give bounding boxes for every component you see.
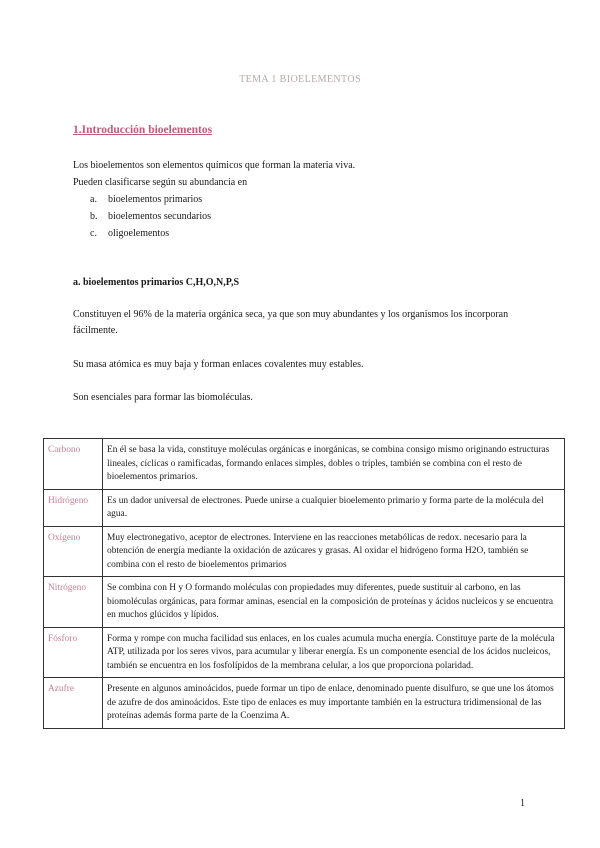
table-row bbox=[44, 526, 565, 577]
abundance-list bbox=[73, 191, 533, 242]
element-name: Fósforo bbox=[44, 627, 103, 678]
list-marker: c. bbox=[90, 228, 97, 239]
section-heading: 1.Introducción bioelementos bbox=[73, 124, 213, 136]
element-name: Oxígeno bbox=[44, 526, 103, 577]
element-description: Presente en algunos aminoácidos, puede formar un tipo de enlace, denominado puente disulfuro, se que une los átomos de azufre de dos aminoácidos. Este tipo de enlaces es muy importante también en la estructura tridimensional de las proteínas además forma parte de la Coenzima A. bbox=[103, 678, 565, 729]
element-description: Muy electronegativo, aceptor de electrones. Interviene en las reacciones metabólicas de redox. necesario para la obtención de energía mediante la oxidación de azúcares y grasas. Al oxidar el hidrógeno forma H2O, también se combina con el resto de bioelementos primarios bbox=[103, 526, 565, 577]
page-number: 1 bbox=[520, 798, 525, 809]
table-row bbox=[44, 577, 565, 628]
list-marker: a. bbox=[90, 194, 97, 205]
document-title: TEMA 1 BIOELEMENTOS bbox=[239, 74, 361, 85]
list-item-text: bioelementos secundarios bbox=[108, 211, 212, 222]
element-name: Azufre bbox=[44, 678, 103, 729]
table-row bbox=[44, 489, 565, 526]
intro-line-1: Los bioelementos son elementos químicos que forman la materia viva. bbox=[73, 160, 356, 171]
element-description: Es un dador universal de electrones. Puede unirse a cualquier bioelemento primario y forma parte de la molécula del agua. bbox=[103, 489, 565, 526]
list-item bbox=[73, 208, 533, 225]
element-description: Forma y rompe con mucha facilidad sus enlaces, en los cuales acumula mucha energía. Constituye parte de la molécula ATP, utilizada por los seres vivos, para acumular y liberar energía. Es un componente esencial de los ácidos nucleicos, también se encuentra en los fosfolípidos de la membrana celular, a los que proporciona polaridad. bbox=[103, 627, 565, 678]
element-description: Se combina con H y O formando moléculas con propiedades muy diferentes, puede sustituir al carbono, en las biomoléculas orgánicas, para formar aminas, esencial en la composición de proteínas y ácidos nucleicos y se encuentra en muchos glúcidos y lípidos. bbox=[103, 577, 565, 628]
list-item-text: bioelementos primarios bbox=[108, 194, 203, 205]
list-item bbox=[73, 191, 533, 208]
paragraph-abundance: Constituyen el 96% de la materia orgánica seca, ya que son muy abundantes y los organismos los incorporan fácilmente. bbox=[73, 309, 509, 336]
list-item-text: oligoelementos bbox=[108, 228, 170, 239]
element-name: Nitrógeno bbox=[44, 577, 103, 628]
intro-line-2: Pueden clasificarse según su abundancia en bbox=[73, 177, 248, 188]
element-description: En él se basa la vida, constituye moléculas orgánicas e inorgánicas, se combina consigo mismo originando estructuras lineales, cíclicas o ramificadas, formando enlaces simples, dobles o triples, también se combina con el resto de bioelementos primarios. bbox=[103, 439, 565, 490]
list-item bbox=[73, 225, 533, 242]
subheading-primary-bioelements: a. bioelementos primarios C,H,O,N,P,S bbox=[73, 277, 240, 288]
bioelements-table bbox=[43, 438, 565, 729]
table-row bbox=[44, 439, 565, 490]
element-name: Hidrógeno bbox=[44, 489, 103, 526]
list-marker: b. bbox=[90, 211, 98, 222]
intro-block bbox=[73, 157, 533, 242]
paragraph-essential: Son esenciales para formar las biomoléculas. bbox=[73, 392, 253, 403]
element-name: Carbono bbox=[44, 439, 103, 490]
paragraph-atomic-mass: Su masa atómica es muy baja y forman enlaces covalentes muy estables. bbox=[73, 359, 364, 370]
table-row bbox=[44, 627, 565, 678]
table-row bbox=[44, 678, 565, 729]
